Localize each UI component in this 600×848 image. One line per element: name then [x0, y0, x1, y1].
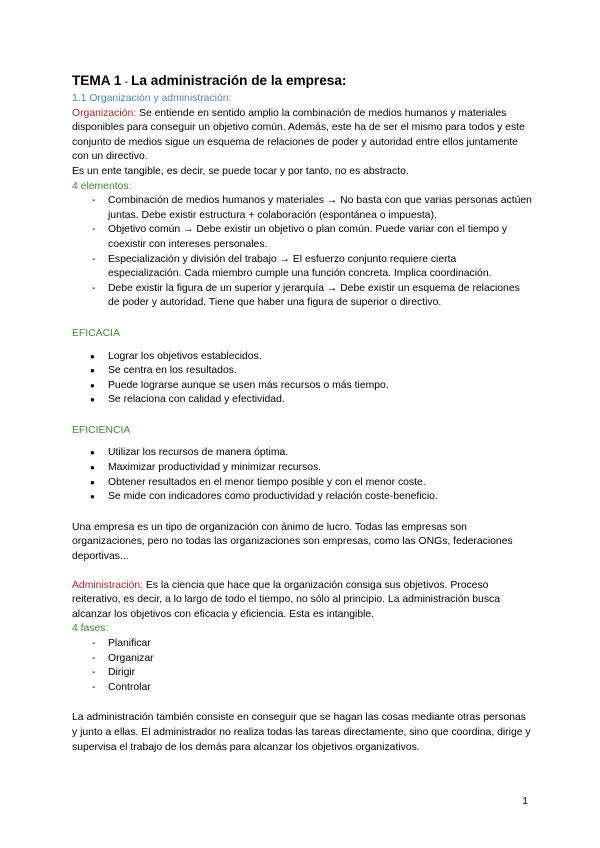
list-item: ● Maximizar productividad y minimizar recursos.: [72, 461, 532, 476]
page-title: [72, 72, 532, 91]
administracion-text: Es la ciencia que hace que la organización consiga sus objetivos. Proceso reiterativo, es decir, a lo largo de todo el tiempo, no sólo al principio. La administración busca alcanzar los objetivos con eficacia y eficiencia. Esta es intangible.: [72, 579, 500, 620]
list-item: - Objetivo común → Debe existir un objetivo o plan común. Puede variar con el tiempo y coexistir con intereses personales.: [72, 223, 532, 252]
list-item: ● Obtener resultados en el menor tiempo posible y con el menor coste.: [72, 476, 532, 491]
list-item: - Especialización y división del trabajo → El esfuerzo conjunto requiere cierta especialización. Cada miembro cumple una función concreta. Implica coordinación.: [72, 253, 532, 282]
title-main: TEMA 1: [72, 73, 122, 88]
eficiencia-list: [72, 446, 532, 504]
eficacia-heading: EFICACIA: [72, 327, 120, 339]
list-item: ● Utilizar los recursos de manera óptima.: [72, 446, 532, 461]
list-item: - Dirigir: [72, 666, 532, 681]
list-item: - Combinación de medios humanos y materiales → No basta con que varias personas actúen juntas. Debe existir estructura + colaboración (espontánea o impuesta).: [72, 194, 532, 223]
fases-list: [72, 637, 532, 695]
eficiencia-heading: EFICIENCIA: [72, 424, 131, 436]
list-item: - Planificar: [72, 637, 532, 652]
list-item: - Controlar: [72, 681, 532, 696]
section-heading-1-1: 1.1 Organización y administración:: [72, 93, 232, 104]
organizacion-text: Se entiende en sentido amplio la combinación de medios humanos y materiales disponibles para conseguir un objetivo común. Además, este ha de ser el mismo para todos y este conjunto de medios sigue un esquema de relaciones de poder y autoridad entre ellos juntamente con un directivo.: [72, 107, 525, 163]
list-item: ● Se centra en los resultados.: [72, 364, 532, 379]
empresa-paragraph: Una empresa es un tipo de organización con ánimo de lucro. Todas las empresas son organizaciones, pero no todas las organizaciones son empresas, como las ONGs, federaciones deportivas...: [72, 521, 513, 563]
title-separator: -: [121, 76, 132, 88]
administracion-term: Administración:: [72, 579, 144, 591]
administracion-definition: [72, 579, 532, 623]
list-item: ● Lograr los objetivos establecidos.: [72, 350, 532, 365]
list-item: ● Puede lograrse aunque se usen más recursos o más tiempo.: [72, 379, 532, 394]
list-item: - Organizar: [72, 652, 532, 667]
fases-heading: 4 fases:: [72, 623, 109, 635]
eficacia-list: [72, 350, 532, 408]
organizacion-term: Organización:: [72, 107, 137, 119]
document-page: [72, 72, 532, 755]
list-item: ● Se relaciona con calidad y efectividad.: [72, 393, 532, 408]
page-number: 1: [522, 796, 528, 807]
organizacion-definition: [72, 107, 532, 165]
organizacion-extra: Es un ente tangible, es decir, se puede tocar y por tanto, no es abstracto.: [72, 165, 409, 177]
final-paragraph: La administración también consiste en conseguir que se hagan las cosas mediante otras personas y junto a ellas. El administrador no realiza todas las tareas directamente, sino que coordina, dirige y supervisa el trabajo de los demás para alcanzar los objetivos organizativos.: [72, 712, 531, 753]
elementos-list: [72, 194, 532, 311]
list-item: - Debe existir la figura de un superior y jerarquía → Debe existir un esquema de relaciones de poder y autoridad. Tiene que haber una figura de superior o directivo.: [72, 282, 532, 311]
elementos-heading: 4 elementos:: [72, 180, 132, 192]
list-item: ● Se mide con indicadores como productividad y relación coste-beneficio.: [72, 490, 532, 505]
title-rest: La administración de la empresa:: [131, 73, 347, 88]
